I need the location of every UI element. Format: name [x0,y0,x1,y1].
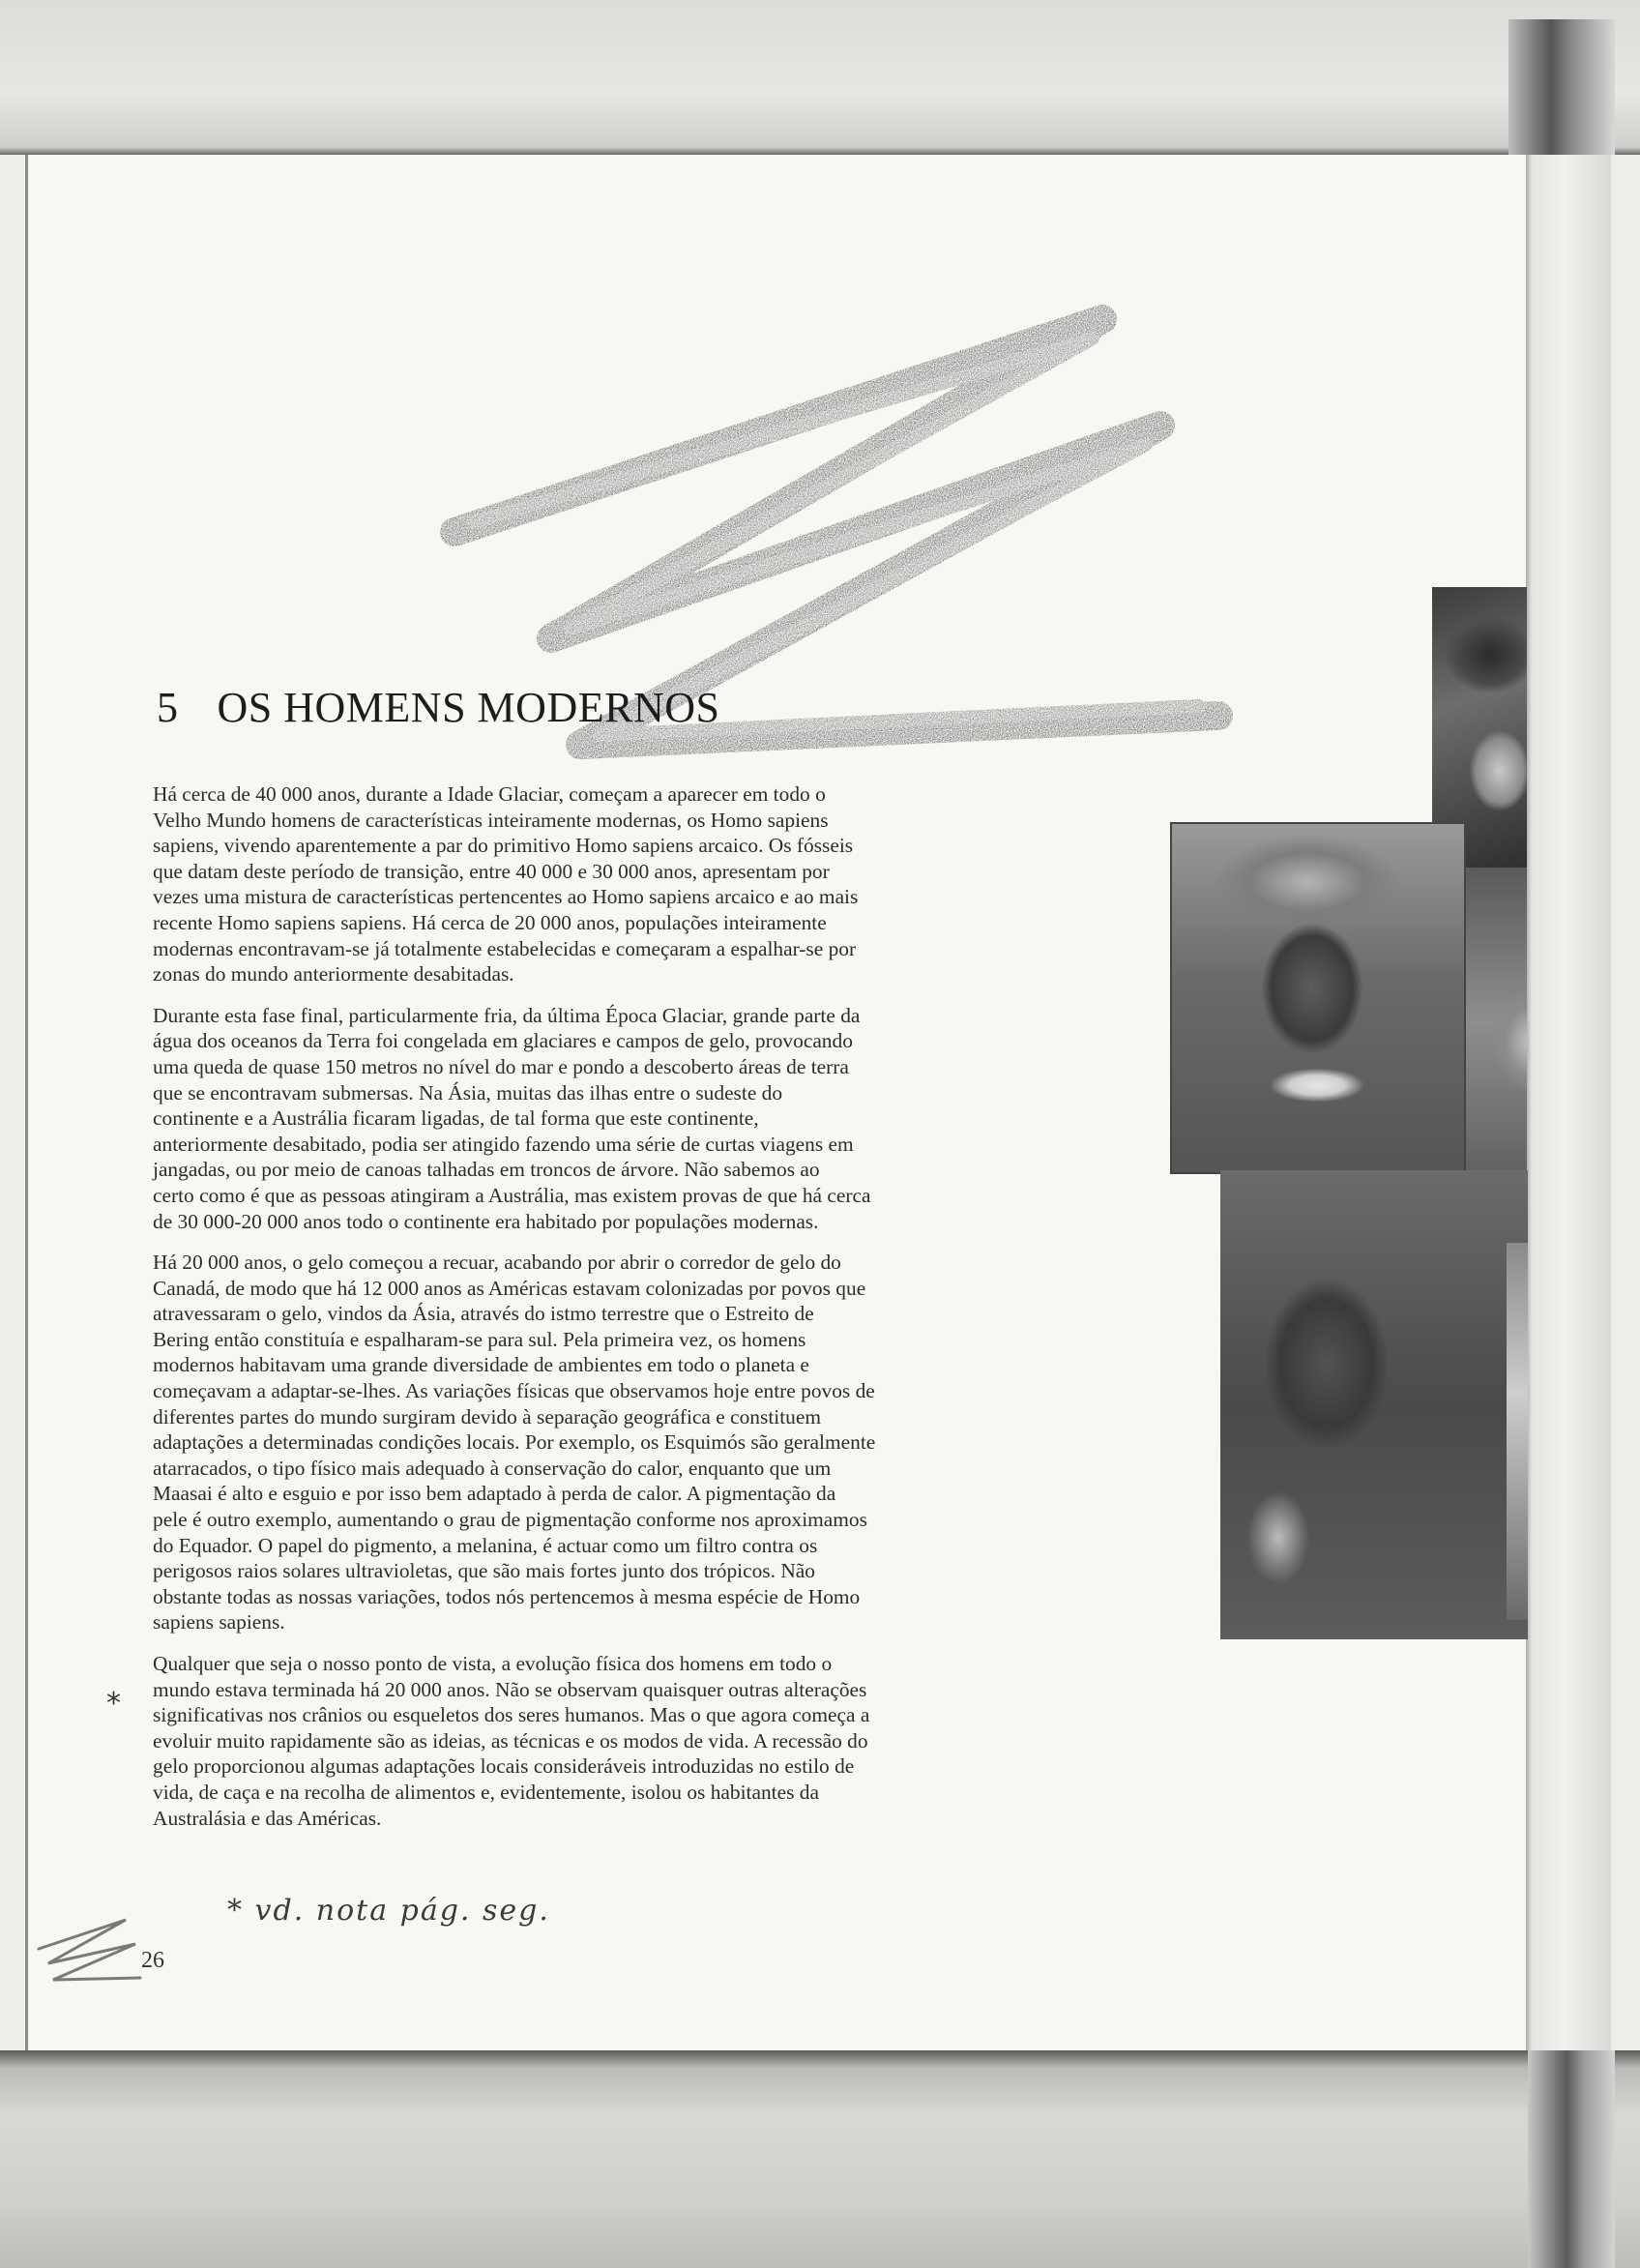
article-body [153,781,1023,1846]
text-line: anteriormente desabitado, podia ser atingido fazendo uma série de curtas viagens em [153,1132,854,1156]
text-line: certo como é que as pessoas atingiram a Austrália, mas existem provas de que há cerca [153,1183,871,1207]
page-left-edge [25,155,28,2050]
text-line: Australásia e das Américas. [153,1806,382,1830]
page-number: 26 [141,1948,164,1973]
text-line: vida, de caça e na recolha de alimentos e, evidentemente, isolou os habitantes da [153,1780,819,1804]
text-line: Há 20 000 anos, o gelo começou a recuar, acabando por abrir o corredor de gelo do [153,1251,841,1275]
scribble-icon [29,1910,145,1988]
text-line: que se encontravam submersas. Na Ásia, muitas das ilhas entre o sudeste do [153,1080,783,1105]
text-line: recente Homo sapiens sapiens. Há cerca de 20 000 anos, populações inteiramente [153,910,827,934]
scan-bottom-band [0,2050,1640,2268]
text-line: modernas encontravam-se já totalmente estabelecidas e começaram a espalhar-se por [153,936,857,960]
text-line: perigosos raios solares ultravioletas, que são mais fortes junto dos trópicos. Não [153,1559,815,1583]
text-line: Bering então constituía e espalharam-se para sul. Pela primeira vez, os homens [153,1327,806,1351]
text-line: pele é outro exemplo, aumentando o grau de pigmentação conforme nos aproximamos [153,1508,867,1532]
paragraph-4 [153,1651,1023,1831]
text-line: adaptações a determinadas condições locais. Por exemplo, os Esquimós são geralmente [153,1430,876,1455]
text-line: de 30 000-20 000 anos todo o continente era habitado por populações modernas. [153,1209,819,1233]
paragraph-2 [153,1003,1023,1234]
text-line: vezes uma mistura de características pertencentes ao Homo sapiens arcaico e ao mais [153,885,859,909]
photo-man-necklace [1170,822,1466,1174]
text-line: atarracados, o tipo físico mais adequado à conservação do calor, enquanto que um [153,1456,832,1480]
paragraph-3 [153,1250,1023,1635]
text-line: sapiens, vivendo aparentemente a par do primitivo Homo sapiens arcaico. Os fósseis [153,834,854,858]
text-line: atravessaram o gelo, vindos da Ásia, através do istmo terrestre que o Estreito de [153,1302,814,1326]
text-line: Maasai é alto e esguio e por isso bem adaptado à perda de calor. A pigmentação da [153,1482,836,1506]
text-line: Velho Mundo homens de características inteiramente modernas, os Homo sapiens [153,808,829,832]
text-line: gelo proporcionou algumas adaptações locais consideráveis introduzidas no estilo de [153,1754,855,1779]
text-line: evoluir muito rapidamente são as ideias, as técnicas e os modos de vida. A recessão do [153,1728,868,1753]
text-line: continente e a Austrália ficaram ligadas, de tal forma que este continente, [153,1106,759,1131]
text-line: Há cerca de 40 000 anos, durante a Idade Glaciar, começam a aparecer em todo o [153,782,826,806]
margin-asterisk: * [106,1687,121,1721]
text-line: que datam deste período de transição, entre 40 000 e 30 000 anos, apresentam por [153,859,830,883]
text-line: jangadas, ou por meio de canoas talhadas em troncos de árvore. Não sabemos ao [153,1158,820,1182]
text-line: zonas do mundo anteriormente desabitadas. [153,962,514,987]
photo-group-portrait [1220,1170,1528,1639]
text-line: sapiens sapiens. [153,1610,285,1635]
text-line: obstante todas as nossas variações, todos nós pertencemos à mesma espécie de Homo [153,1584,861,1608]
text-line: diferentes partes do mundo surgiram devido à separação geográfica e constituem [153,1404,821,1429]
scan-bottom-shadow [1528,2050,1615,2268]
page-binding-strip [1526,155,1611,2050]
text-line: Qualquer que seja o nosso ponto de vista, a evolução física dos homens em todo o [153,1652,833,1675]
chapter-number: 5 [157,684,179,731]
text-line: mundo estava terminada há 20 000 anos. Não se observam quaisquer outras alterações [153,1677,867,1701]
photo-edge-fragment [1507,1243,1528,1620]
text-line: começavam a adaptar-se-lhes. As variações físicas que observamos hoje entre povos de [153,1379,875,1403]
text-line: Durante esta fase final, particularmente fria, da última Época Glaciar, grande parte da [153,1003,861,1027]
text-line: modernos habitavam uma grande diversidade de ambientes em todo o planeta e [153,1353,809,1377]
scan-top-band [0,0,1640,155]
text-line: significativas nos crânios ou esqueletos dos seres humanos. Mas o que agora começa a [153,1703,870,1727]
text-line: água dos oceanos da Terra foi congelada em glaciares e campos de gelo, provocando [153,1029,853,1053]
chapter-title: OS HOMENS MODERNOS [217,684,720,731]
text-line: do Equador. O papel do pigmento, a melanina, é actuar como um filtro contra os [153,1533,818,1557]
text-line: Canadá, de modo que há 12 000 anos as Américas estavam colonizadas por povos que [153,1276,866,1300]
paragraph-1 [153,781,1023,987]
handwritten-note: * vd. nota pág. seg. [227,1894,550,1928]
scan-top-shadow [1508,19,1615,155]
chapter-heading [157,683,719,732]
text-line: uma queda de quase 150 metros no nível do mar e pondo a descoberto áreas de terra [153,1054,849,1078]
